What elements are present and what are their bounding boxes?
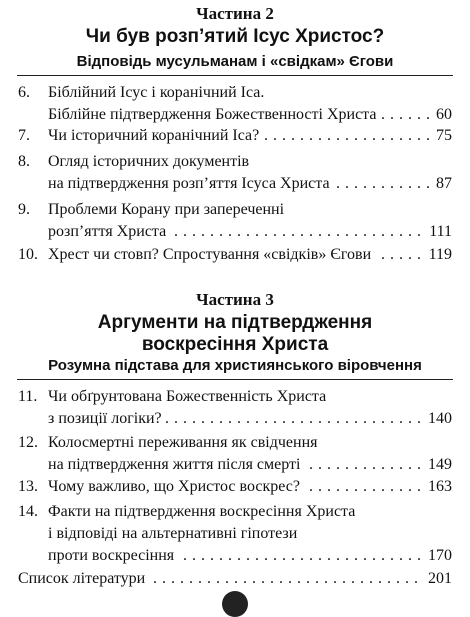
entry-title-line: Проблеми Корану при запереченні <box>48 199 452 221</box>
part-2-title: Чи був розп’ятий Ісус Христос? <box>85 26 385 47</box>
entry-title-line: і відповіді на альтернативні гіпотези <box>48 523 452 545</box>
entry-title-line-with-page: . . . проти воскресіння 170 <box>48 545 452 567</box>
entry-number: 12. <box>18 434 38 451</box>
page-number: 163 <box>424 476 452 498</box>
part-3-title-line-2: воскресіння Христа <box>141 334 329 355</box>
entry-title-line: Огляд історичних документів <box>48 151 452 173</box>
entry-title-line: Біблійний Ісус і коранічний Іса. <box>48 82 452 104</box>
page-number: 201 <box>424 568 452 590</box>
entry-title-line-with-page: . . . розп’яття Христа 111 <box>48 221 452 243</box>
page-number: 170 <box>424 545 452 567</box>
entry-title-line: Колосмертні переживання як свідчення <box>48 432 452 454</box>
page-number: 119 <box>425 244 452 266</box>
part-3-title-line-1: Аргументи на підтвердження <box>97 312 373 333</box>
entry-title-line-with-page: . . . на підтвердження життя після смерті 149 <box>48 454 452 476</box>
entry-number: 6. <box>18 84 30 101</box>
part-3-label: Частина 3 <box>196 290 274 309</box>
page-number: 60 <box>432 104 452 126</box>
entry-number: 11. <box>18 388 38 405</box>
page-number-badge <box>222 591 248 617</box>
entry-number: 7. <box>18 127 30 144</box>
page-number: 111 <box>425 221 452 243</box>
page-number: 140 <box>424 408 452 430</box>
entry-title-line: Чи обґрунтована Божественність Христа <box>48 386 452 408</box>
entry-title-line: Факти на підтвердження воскресіння Христа <box>48 501 452 523</box>
entry-title-line-with-page: . . . на підтвердження розп’яття Ісуса Христа 87 <box>48 173 452 195</box>
entry-number: 10. <box>18 246 38 263</box>
part-3-divider <box>17 379 453 380</box>
entry-title-line-with-page: . . . Список літератури 201 <box>18 568 452 590</box>
entry-title-line-with-page: . . . Чи історичний коранічний Іса? 75 <box>48 125 452 147</box>
page-number: 87 <box>432 173 452 195</box>
entry-number: 13. <box>18 478 38 495</box>
entry-number: 9. <box>18 201 30 218</box>
part-3-subtitle: Розумна підстава для християнського віровчення <box>48 357 422 374</box>
part-2-divider <box>17 75 453 76</box>
entry-title-line-with-page: . . . Хрест чи стовп? Спростування «свідків» Єгови 119 <box>48 244 452 266</box>
page-number: 149 <box>424 454 452 476</box>
entry-number: 14. <box>18 503 38 520</box>
part-2-subtitle: Відповідь мусульманам і «свідкам» Єгови <box>76 53 394 70</box>
entry-number: 8. <box>18 153 30 170</box>
page-number: 75 <box>432 125 452 147</box>
part-2-label: Частина 2 <box>196 4 274 23</box>
entry-title-line-with-page: . . . з позиції логіки? 140 <box>48 408 452 430</box>
entry-title-line-with-page: . . . Біблійне підтвердження Божественності Христа 60 <box>48 104 452 126</box>
entry-title-line-with-page: . . . Чому важливо, що Христос воскрес? 163 <box>48 476 452 498</box>
